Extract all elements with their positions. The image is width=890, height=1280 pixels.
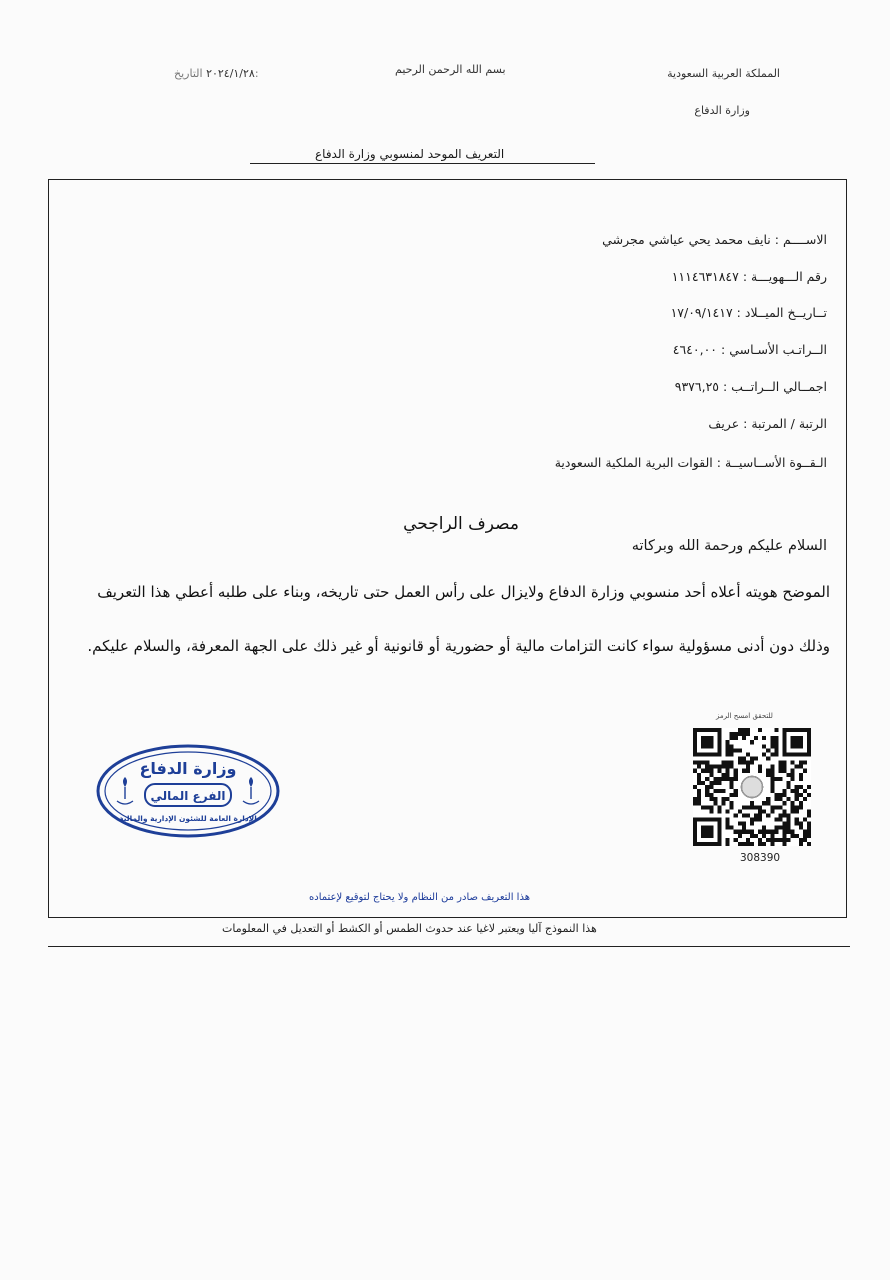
field-total-salary: اجمــالي الــراتــب : ٩٣٧٦,٢٥ (674, 379, 827, 394)
field-rank-label: الرتبة / المرتبة (751, 416, 827, 431)
bottom-divider (48, 946, 850, 947)
qr-code-number: 308390 (740, 852, 781, 864)
body-text-line-2: وذلك دون أدنى مسؤولية سواء كانت التزامات مالية أو حضورية أو قانونية أو غير ذلك على الجهة المعرفة، والسلام عليكم. (87, 637, 830, 655)
stamp-middle-text: الفرع المالي (150, 789, 226, 803)
validity-disclaimer: هذا النموذج آليا ويعتبر لاغيا عند حدوث الطمس أو الكشط أو التعديل في المعلومات (222, 922, 597, 935)
field-dob-value: ١٧/٠٩/١٤١٧ (670, 305, 733, 320)
field-basic-salary-value: ٤٦٤٠,٠٠ (672, 342, 718, 357)
field-force: الـقــوة الأســاسيــة : القوات البرية الملكية السعودية (554, 455, 827, 470)
field-total-salary-value: ٩٣٧٦,٢٥ (674, 379, 719, 394)
greeting: السلام عليكم ورحمة الله وبركاته (631, 538, 827, 554)
field-name: الاســــم : نايف محمد يحي عياشي مجرشي (602, 232, 827, 247)
field-birth-date: تــاريــخ الميــلاد : ١٧/٠٩/١٤١٧ (670, 305, 827, 320)
issue-date-label: التاريخ: (174, 67, 259, 80)
stamp-top-text: وزارة الدفاع (139, 759, 237, 778)
country-name: المملكة العربية السعودية (667, 67, 780, 80)
field-dob-label: تــاريــخ الميــلاد (744, 305, 827, 320)
addressee-bank: مصرف الراجحي (403, 514, 519, 534)
qr-code-icon[interactable] (693, 728, 811, 846)
field-id-value: ١١١٤٦٣١٨٤٧ (671, 269, 739, 284)
system-issued-note: هذا التعريف صادر من النظام ولا يحتاج لتوقيع لإعتماده (309, 892, 530, 903)
field-rank-value: عريف (708, 416, 740, 431)
document-title: التعريف الموحد لمنسوبي وزارة الدفاع (315, 147, 505, 161)
field-force-value: القوات البرية الملكية السعودية (554, 455, 713, 470)
field-name-label: الاســــم (782, 232, 827, 247)
field-name-value: نايف محمد يحي عياشي مجرشي (602, 232, 771, 247)
field-basic-salary: الــراتـب الأسـاسي : ٤٦٤٠,٠٠ (672, 342, 827, 357)
field-force-label: الـقــوة الأســاسيــة (724, 455, 827, 470)
stamp-bottom-text: الإدارة العامة للشئون الإدارية والمالية (119, 814, 257, 823)
field-rank: الرتبة / المرتبة : عريف (708, 416, 827, 431)
field-basic-salary-label: الــراتـب الأسـاسي (729, 342, 827, 357)
field-total-salary-label: اجمــالي الــراتــب (731, 379, 827, 394)
basmala: بسم الله الرحمن الرحيم (395, 63, 506, 76)
issue-date (174, 67, 259, 80)
title-underline (250, 163, 595, 164)
body-text-line-1: الموضح هويته أعلاه أحد منسوبي وزارة الدفاع ولايزال على رأس العمل حتى تاريخه، وبناء على طلبه أعطي هذا التعريف (97, 583, 830, 601)
ministry-stamp (95, 743, 281, 839)
field-id-label: رقم الـــهويـــة (751, 269, 827, 284)
issue-date-value: ٢٠٢٤/١/٢٨ (206, 67, 255, 80)
palm-swords-emblem-right-icon (243, 777, 259, 804)
ministry-name: وزارة الدفاع (694, 104, 750, 117)
qr-caption: للتحقق امسح الرمز (716, 712, 773, 720)
palm-swords-emblem-left-icon (117, 777, 133, 804)
field-id-number: رقم الـــهويـــة : ١١١٤٦٣١٨٤٧ (671, 269, 827, 284)
